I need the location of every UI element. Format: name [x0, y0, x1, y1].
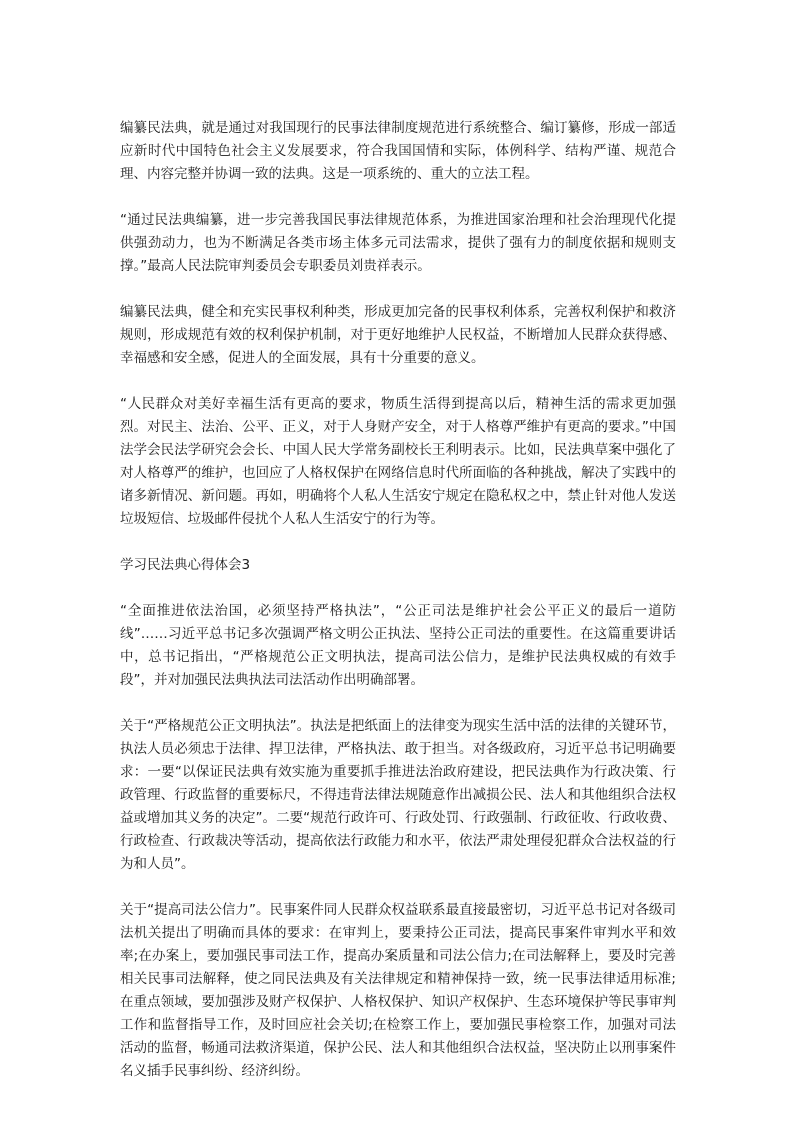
paragraph-5: “全面推进依法治国，必须坚持严格执法”，“公正司法是维护社会公平正义的最后一道防线”……习近平总书记多次强调严格文明公正执法、坚持公正司法的重要性。在这篇重要讲话中，总书记指出，“严格规范公正文明执法，提高司法公信力，是维护民法典权威的有效手段”，并对加强民法典执法司法活动作出明确部署。	[120, 603, 676, 688]
paragraph-1: 编纂民法典，就是通过对我国现行的民事法律制度规范进行系统整合、编订纂修，形成一部适应新时代中国特色社会主义发展要求，符合我国国情和实际，体例科学、结构严谨、规范合理、内容完整并协调一致的法典。这是一项系统的、重大的立法工程。	[120, 120, 676, 182]
paragraph-7: 关于“提高司法公信力”。民事案件同人民群众权益联系最直接最密切，习近平总书记对各级司法机关提出了明确而具体的要求：在审判上，要秉持公正司法，提高民事案件审判水平和效率;在办案上，要加强民事司法工作，提高办案质量和司法公信力;在司法解释上，要及时完善相关民事司法解释，使之同民法典及有关法律规定和精神保持一致，统一民事法律适用标准;在重点领域，要加强涉及财产权保护、人格权保护、知识产权保护、生态环境保护等民事审判工作和监督指导工作，及时回应社会关切;在检察工作上，要加强民事检察工作，加强对司法活动的监督，畅通司法救济渠道，保护公民、法人和其他组织合法权益，坚决防止以刑事案件名义插手民事纠纷、经济纠纷。	[120, 902, 676, 1079]
paragraph-2: “通过民法典编纂，进一步完善我国民事法律规范体系，为推进国家治理和社会治理现代化提供强劲动力，也为不断满足各类市场主体多元司法需求，提供了强有力的制度依据和规则支撑。”最高人民法院审判委员会专职委员刘贵祥表示。	[120, 212, 676, 274]
document-body	[120, 117, 676, 1106]
paragraph-3: 编纂民法典，健全和充实民事权利种类，形成更加完备的民事权利体系，完善权利保护和救济规则，形成规范有效的权利保护机制，对于更好地维护人民权益，不断增加人民群众获得感、幸福感和安全感，促进人的全面发展，具有十分重要的意义。	[120, 304, 676, 366]
section-heading: 学习民法典心得体会3	[120, 557, 251, 573]
paragraph-4: “人民群众对美好幸福生活有更高的要求，物质生活得到提高以后，精神生活的需求更加强烈。对民主、法治、公平、正义，对于人身财产安全，对于人格尊严维护有更高的要求。”中国法学会民法学研究会会长、中国人民大学常务副校长王利明表示。比如，民法典草案中强化了对人格尊严的维护，也回应了人格权保护在网络信息时代所面临的各种挑战，解决了实践中的诸多新情况、新问题。再如，明确将个人私人生活安宁规定在隐私权之中，禁止针对他人发送垃圾短信、垃圾邮件侵扰个人私人生活安宁的行为等。	[120, 396, 676, 527]
paragraph-6: 关于“严格规范公正文明执法”。执法是把纸面上的法律变为现实生活中活的法律的关键环节，执法人员必须忠于法律、捍卫法律，严格执法、敢于担当。对各级政府，习近平总书记明确要求：一要“以保证民法典有效实施为重要抓手推进法治政府建设，把民法典作为行政决策、行政管理、行政监督的重要标尺，不得违背法律法规随意作出减损公民、法人和其他组织合法权益或增加其义务的决定”。二要“规范行政许可、行政处罚、行政强制、行政征收、行政收费、行政检查、行政裁决等活动，提高依法行政能力和水平，依法严肃处理侵犯群众合法权益的行为和人员”。	[120, 718, 676, 872]
